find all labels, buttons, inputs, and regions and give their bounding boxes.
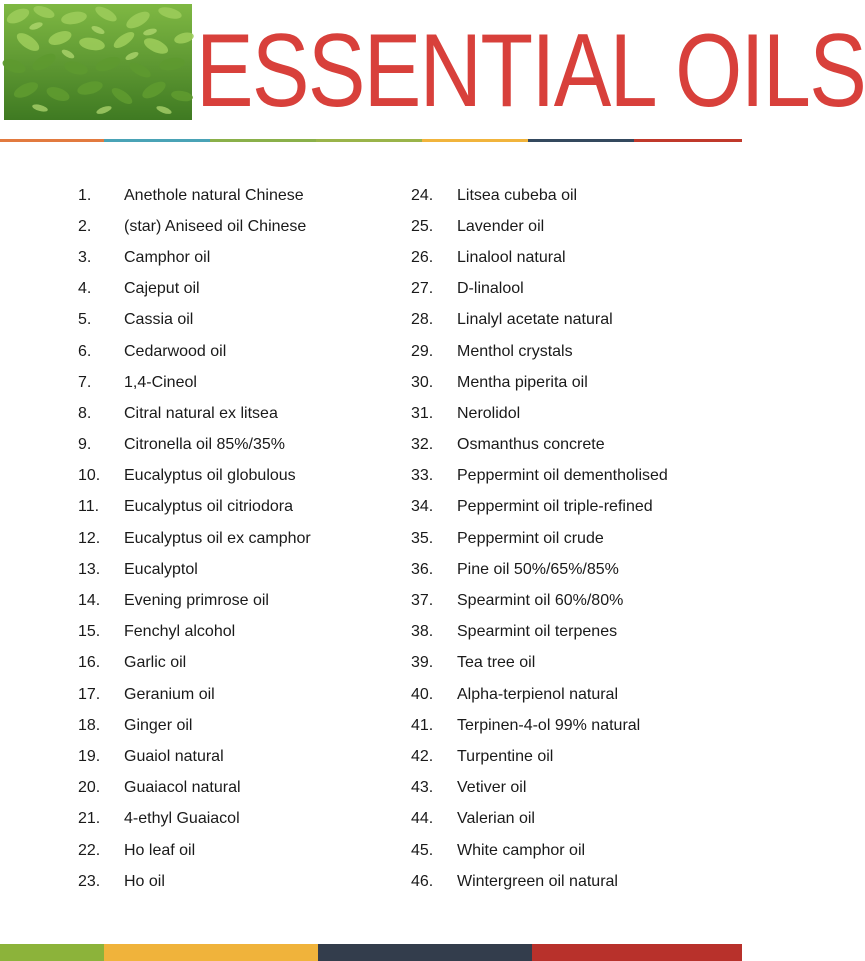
item-number: 9.	[78, 436, 92, 454]
item-number: 24.	[411, 186, 434, 204]
item-number: 10.	[78, 467, 101, 485]
item-number: 37.	[411, 592, 434, 610]
oil-list-item	[411, 679, 736, 710]
oil-list-item	[78, 274, 378, 305]
item-number: 46.	[411, 872, 434, 890]
oil-name: (star) Aniseed oil Chinese	[124, 217, 307, 235]
oil-list-item	[411, 741, 736, 772]
item-number: 1.	[78, 186, 92, 204]
oil-name: Ho leaf oil	[124, 841, 196, 859]
item-number: 14.	[78, 592, 101, 610]
oil-name: Peppermint oil crude	[457, 529, 604, 547]
oil-name: Peppermint oil triple-refined	[457, 498, 653, 516]
oil-list-item	[411, 585, 736, 616]
item-number: 36.	[411, 560, 434, 578]
oil-list-left	[78, 180, 378, 897]
oil-name: Camphor oil	[124, 248, 211, 266]
item-number: 45.	[411, 841, 434, 859]
oil-name: Cedarwood oil	[124, 342, 227, 360]
item-number: 18.	[78, 716, 101, 734]
oil-name: Turpentine oil	[457, 747, 554, 765]
item-number: 31.	[411, 404, 434, 422]
oil-list-item	[78, 710, 378, 741]
item-number: 8.	[78, 404, 92, 422]
oil-list-item	[411, 180, 736, 211]
oil-name: 1,4-Cineol	[124, 373, 197, 391]
oil-name: Nerolidol	[457, 404, 521, 422]
oil-name: Valerian oil	[457, 810, 535, 828]
oil-list-item	[411, 617, 736, 648]
oil-list-item	[411, 554, 736, 585]
oil-list-item	[78, 679, 378, 710]
oil-name: Eucalyptol	[124, 560, 198, 578]
rule-segment-teal	[104, 139, 210, 142]
oil-list-item	[78, 648, 378, 679]
page-header	[0, 0, 865, 142]
oil-list-item	[78, 492, 378, 523]
item-number: 6.	[78, 342, 92, 360]
footer-segment-red	[532, 944, 742, 961]
footer-color-bar	[0, 944, 742, 961]
oil-name: Anethole natural Chinese	[124, 186, 304, 204]
oil-list-item	[78, 523, 378, 554]
oil-name: Terpinen-4-ol 99% natural	[457, 716, 641, 734]
rule-segment-yellow	[422, 139, 528, 142]
oil-name: Litsea cubeba oil	[457, 186, 578, 204]
oil-name: Eucalyptus oil ex camphor	[124, 529, 311, 547]
item-number: 13.	[78, 560, 101, 578]
item-number: 30.	[411, 373, 434, 391]
oil-name: Guaiacol natural	[124, 779, 241, 797]
oil-list-item	[411, 367, 736, 398]
oil-list-item	[411, 305, 736, 336]
oil-name: Citral natural ex litsea	[124, 404, 278, 422]
oil-name: Ho oil	[124, 872, 165, 890]
item-number: 20.	[78, 779, 101, 797]
item-number: 27.	[411, 280, 434, 298]
oil-name: Lavender oil	[457, 217, 545, 235]
item-number: 35.	[411, 529, 434, 547]
oil-list-item	[78, 242, 378, 273]
oil-list-item	[78, 398, 378, 429]
item-number: 40.	[411, 685, 434, 703]
item-number: 44.	[411, 810, 434, 828]
oil-name: Eucalyptus oil citriodora	[124, 498, 293, 516]
rule-segment-orange	[0, 139, 104, 142]
item-number: 19.	[78, 747, 101, 765]
rule-segment-green	[210, 139, 316, 142]
oil-name: Vetiver oil	[457, 779, 527, 797]
green-leaves-photo	[4, 4, 192, 120]
oil-name: 4-ethyl Guaiacol	[124, 810, 240, 828]
item-number: 12.	[78, 529, 101, 547]
header-color-rule	[0, 139, 742, 142]
oil-name: Tea tree oil	[457, 654, 536, 672]
oil-name: Pine oil 50%/65%/85%	[457, 560, 619, 578]
item-number: 23.	[78, 872, 101, 890]
oil-list-item	[411, 648, 736, 679]
oil-name: Garlic oil	[124, 654, 187, 672]
item-number: 16.	[78, 654, 101, 672]
oil-list-item	[411, 461, 736, 492]
oil-list-item	[78, 554, 378, 585]
oil-name: Wintergreen oil natural	[457, 872, 618, 890]
oil-name: Ginger oil	[124, 716, 193, 734]
oil-name: Menthol crystals	[457, 342, 573, 360]
oil-list-item	[411, 866, 736, 897]
item-number: 26.	[411, 248, 434, 266]
item-number: 29.	[411, 342, 434, 360]
oil-list-item	[411, 492, 736, 523]
item-number: 34.	[411, 498, 434, 516]
item-number: 15.	[78, 623, 101, 641]
oil-list-item	[78, 617, 378, 648]
oil-list-item	[78, 741, 378, 772]
oil-list-item	[411, 430, 736, 461]
oil-list-item	[411, 274, 736, 305]
oil-name: Evening primrose oil	[124, 592, 269, 610]
item-number: 2.	[78, 217, 92, 235]
item-number: 41.	[411, 716, 434, 734]
rule-segment-red	[634, 139, 742, 142]
oil-list-item	[78, 211, 378, 242]
oil-list-item	[78, 835, 378, 866]
oil-name: Osmanthus concrete	[457, 436, 605, 454]
oil-list-item	[411, 398, 736, 429]
oil-list-item	[78, 461, 378, 492]
oil-name: Fenchyl alcohol	[124, 623, 236, 641]
oil-list-item	[78, 804, 378, 835]
oil-name: Alpha-terpienol natural	[457, 685, 618, 703]
oil-name: Guaiol natural	[124, 747, 224, 765]
oil-list-item	[411, 773, 736, 804]
item-number: 42.	[411, 747, 434, 765]
oil-list-item	[78, 180, 378, 211]
oil-name: Peppermint oil dementholised	[457, 467, 668, 485]
oil-list-item	[411, 835, 736, 866]
item-number: 17.	[78, 685, 101, 703]
oil-name: Spearmint oil 60%/80%	[457, 592, 624, 610]
oil-list-item	[411, 211, 736, 242]
oil-name: Cassia oil	[124, 311, 194, 329]
oil-name: Mentha piperita oil	[457, 373, 588, 391]
item-number: 21.	[78, 810, 101, 828]
oil-list-right	[411, 180, 736, 897]
footer-segment-charcoal	[318, 944, 532, 961]
oil-list-item	[78, 866, 378, 897]
oil-name: D-linalool	[457, 280, 524, 298]
rule-segment-olive	[316, 139, 422, 142]
oil-name: Geranium oil	[124, 685, 215, 703]
item-number: 33.	[411, 467, 434, 485]
oil-name: Spearmint oil terpenes	[457, 623, 618, 641]
item-number: 28.	[411, 311, 434, 329]
item-number: 39.	[411, 654, 434, 672]
item-number: 7.	[78, 373, 92, 391]
oil-list-item	[411, 242, 736, 273]
footer-segment-green	[0, 944, 104, 961]
oil-name: Eucalyptus oil globulous	[124, 467, 296, 485]
oil-list-item	[411, 804, 736, 835]
oil-list-item	[411, 710, 736, 741]
item-number: 38.	[411, 623, 434, 641]
oil-list-item	[78, 773, 378, 804]
oil-list-item	[78, 305, 378, 336]
oil-name: Linalyl acetate natural	[457, 311, 613, 329]
item-number: 22.	[78, 841, 101, 859]
item-number: 3.	[78, 248, 92, 266]
oil-list-item	[78, 430, 378, 461]
item-number: 25.	[411, 217, 434, 235]
oil-name: Linalool natural	[457, 248, 566, 266]
oil-list-item	[411, 523, 736, 554]
oil-list-item	[411, 336, 736, 367]
item-number: 43.	[411, 779, 434, 797]
item-number: 5.	[78, 311, 92, 329]
oil-name: White camphor oil	[457, 841, 586, 859]
rule-segment-navy	[528, 139, 634, 142]
footer-segment-yellow	[104, 944, 318, 961]
oil-name: Cajeput oil	[124, 280, 200, 298]
item-number: 4.	[78, 280, 92, 298]
oil-list-item	[78, 367, 378, 398]
oil-name: Citronella oil 85%/35%	[124, 436, 285, 454]
oil-list-item	[78, 336, 378, 367]
page-title: ESSENTIAL OILS	[196, 13, 865, 129]
item-number: 11.	[78, 498, 100, 516]
item-number: 32.	[411, 436, 434, 454]
oil-list-item	[78, 585, 378, 616]
